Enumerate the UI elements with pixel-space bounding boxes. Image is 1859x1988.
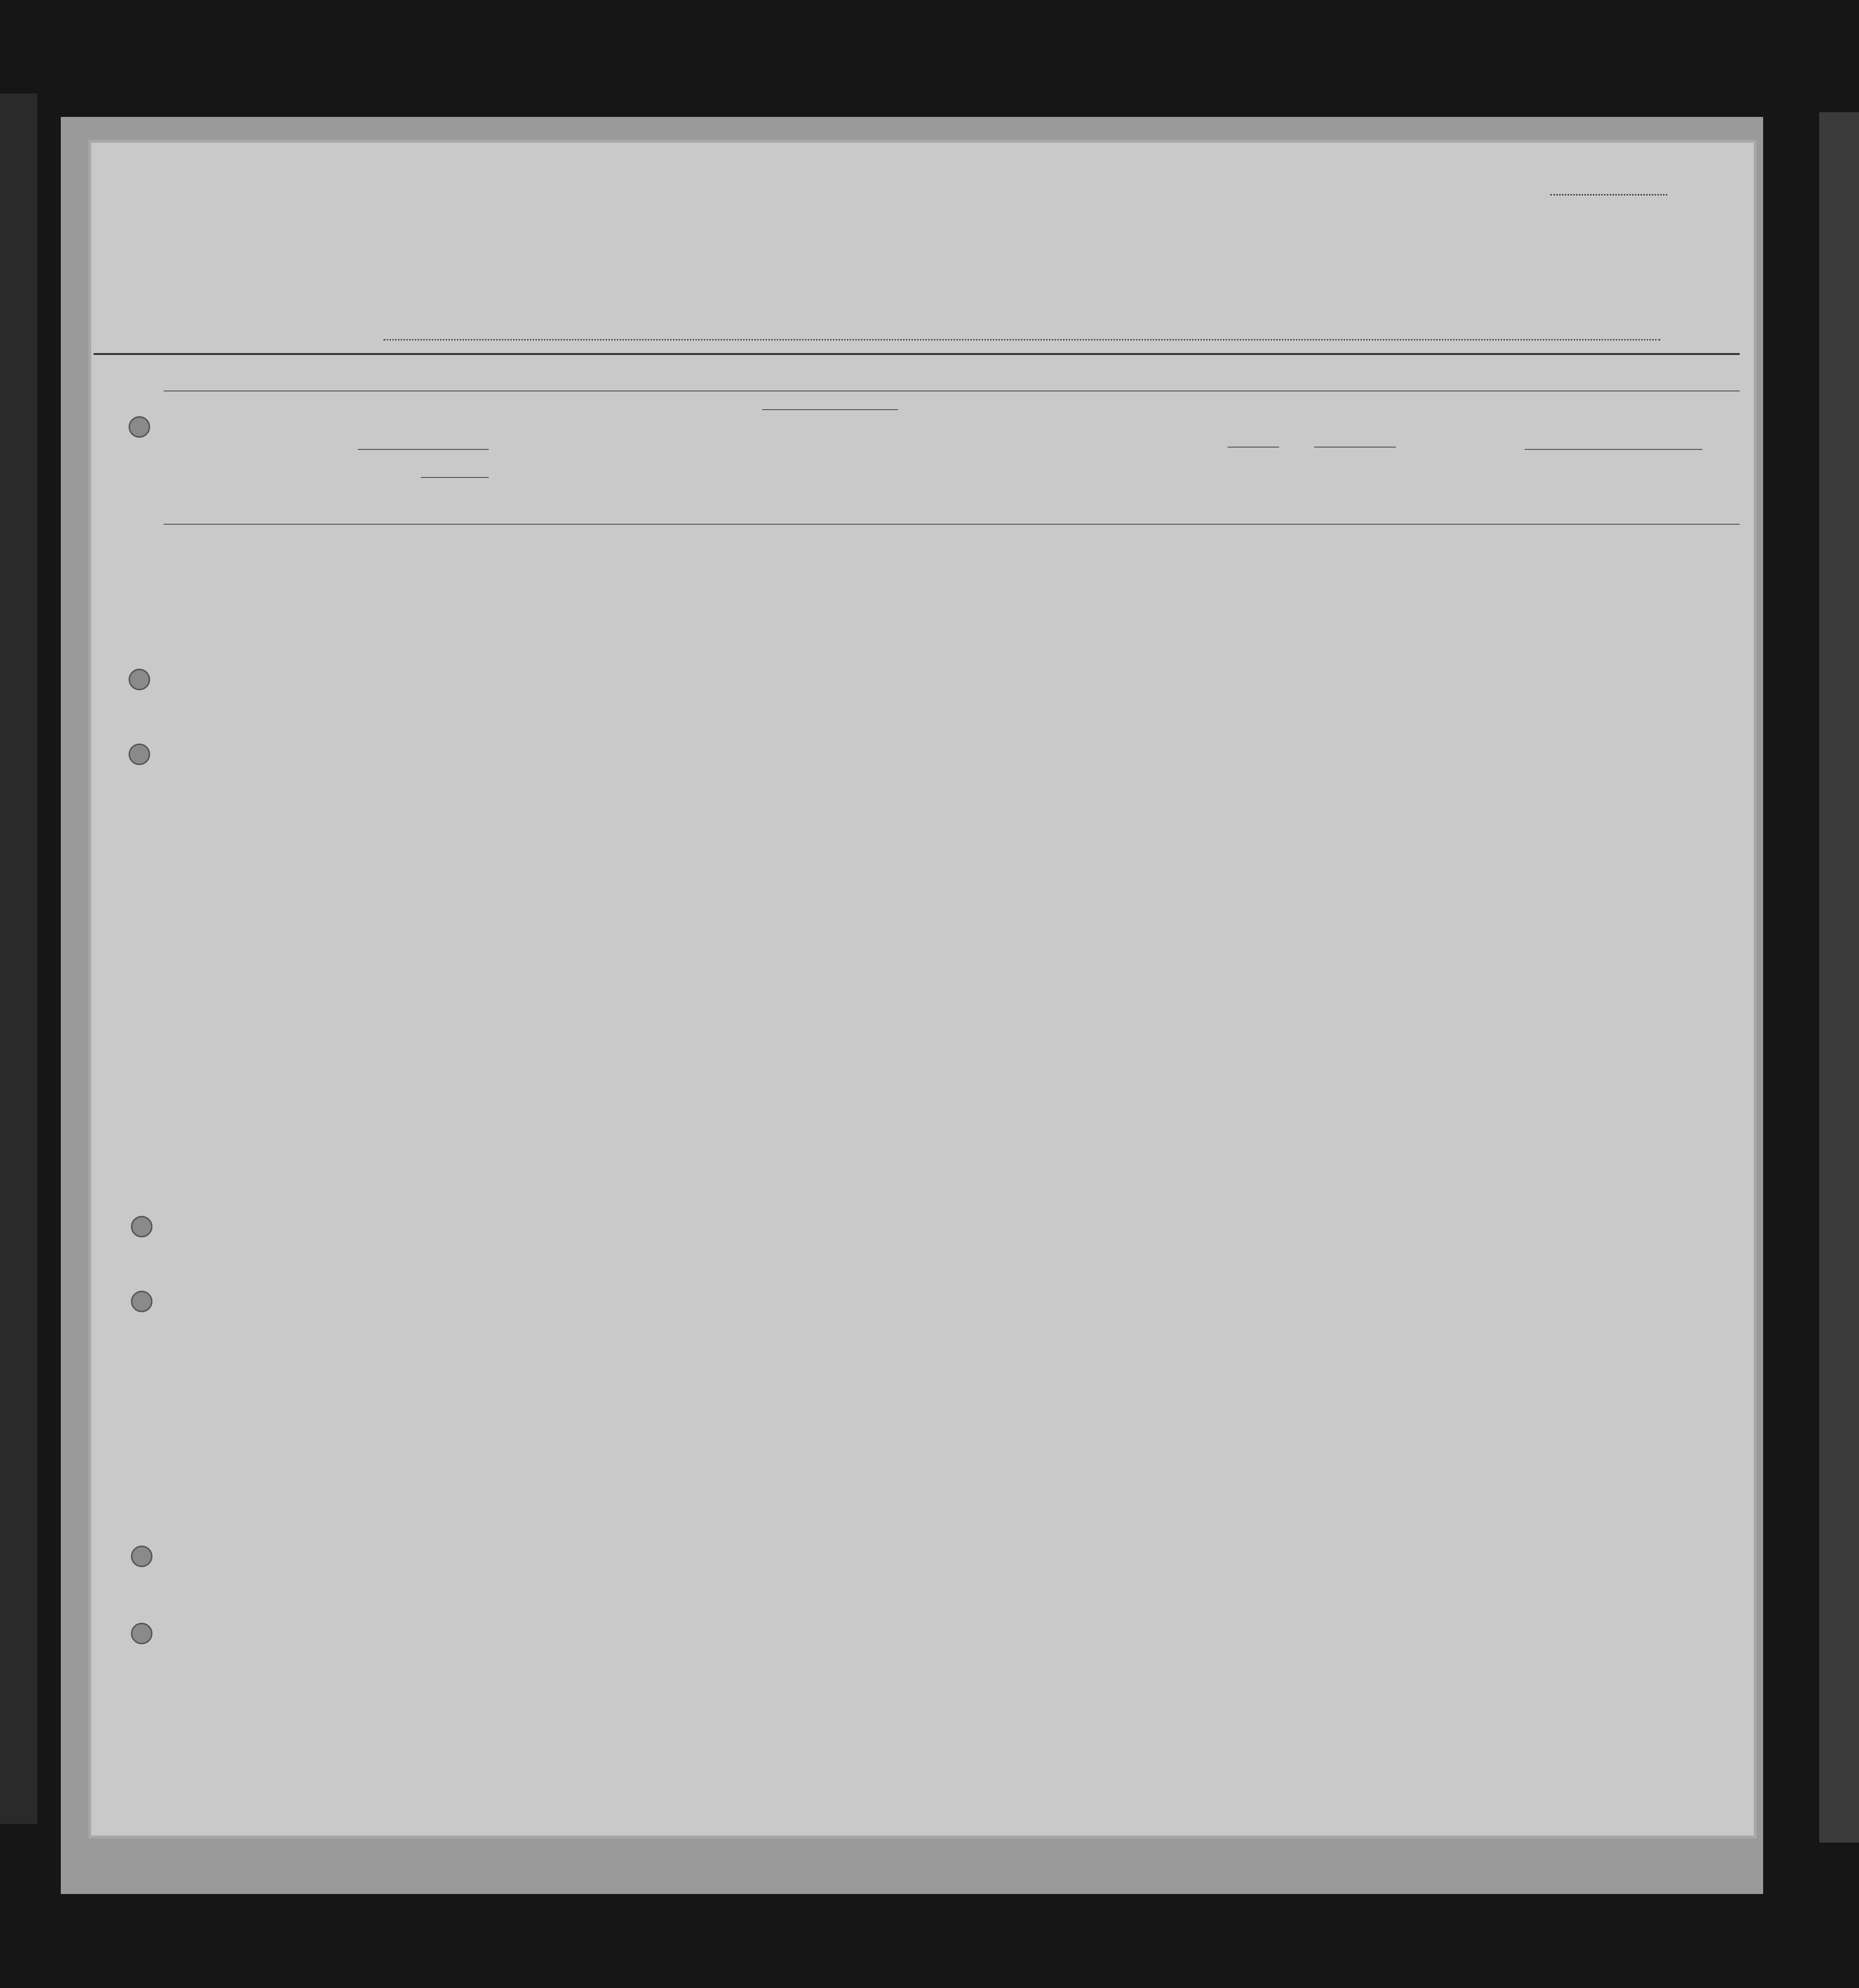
punch-hole xyxy=(129,669,150,690)
punch-hole xyxy=(131,1623,152,1644)
table-top-rule xyxy=(94,353,1740,355)
header-rule-height xyxy=(1228,447,1279,448)
header-rule-ifyes xyxy=(421,477,489,478)
manifest-sheet xyxy=(91,143,1754,1836)
header-rule-top xyxy=(164,390,1740,391)
header-rule-before xyxy=(358,449,489,450)
punch-hole xyxy=(131,1291,152,1312)
punch-hole xyxy=(129,744,150,765)
header-rule-birth xyxy=(1525,449,1702,450)
list-number-line xyxy=(1550,194,1667,195)
film-edge-left xyxy=(0,94,37,1824)
arriving-line xyxy=(383,339,1660,340)
punch-hole xyxy=(131,1546,152,1567)
punch-hole xyxy=(131,1216,152,1237)
header-rule-color xyxy=(1314,447,1396,448)
punch-hole xyxy=(129,416,150,438)
header-rule-purpose xyxy=(762,409,898,410)
header-rule-bottom xyxy=(164,524,1740,525)
film-edge-right xyxy=(1819,112,1859,1843)
